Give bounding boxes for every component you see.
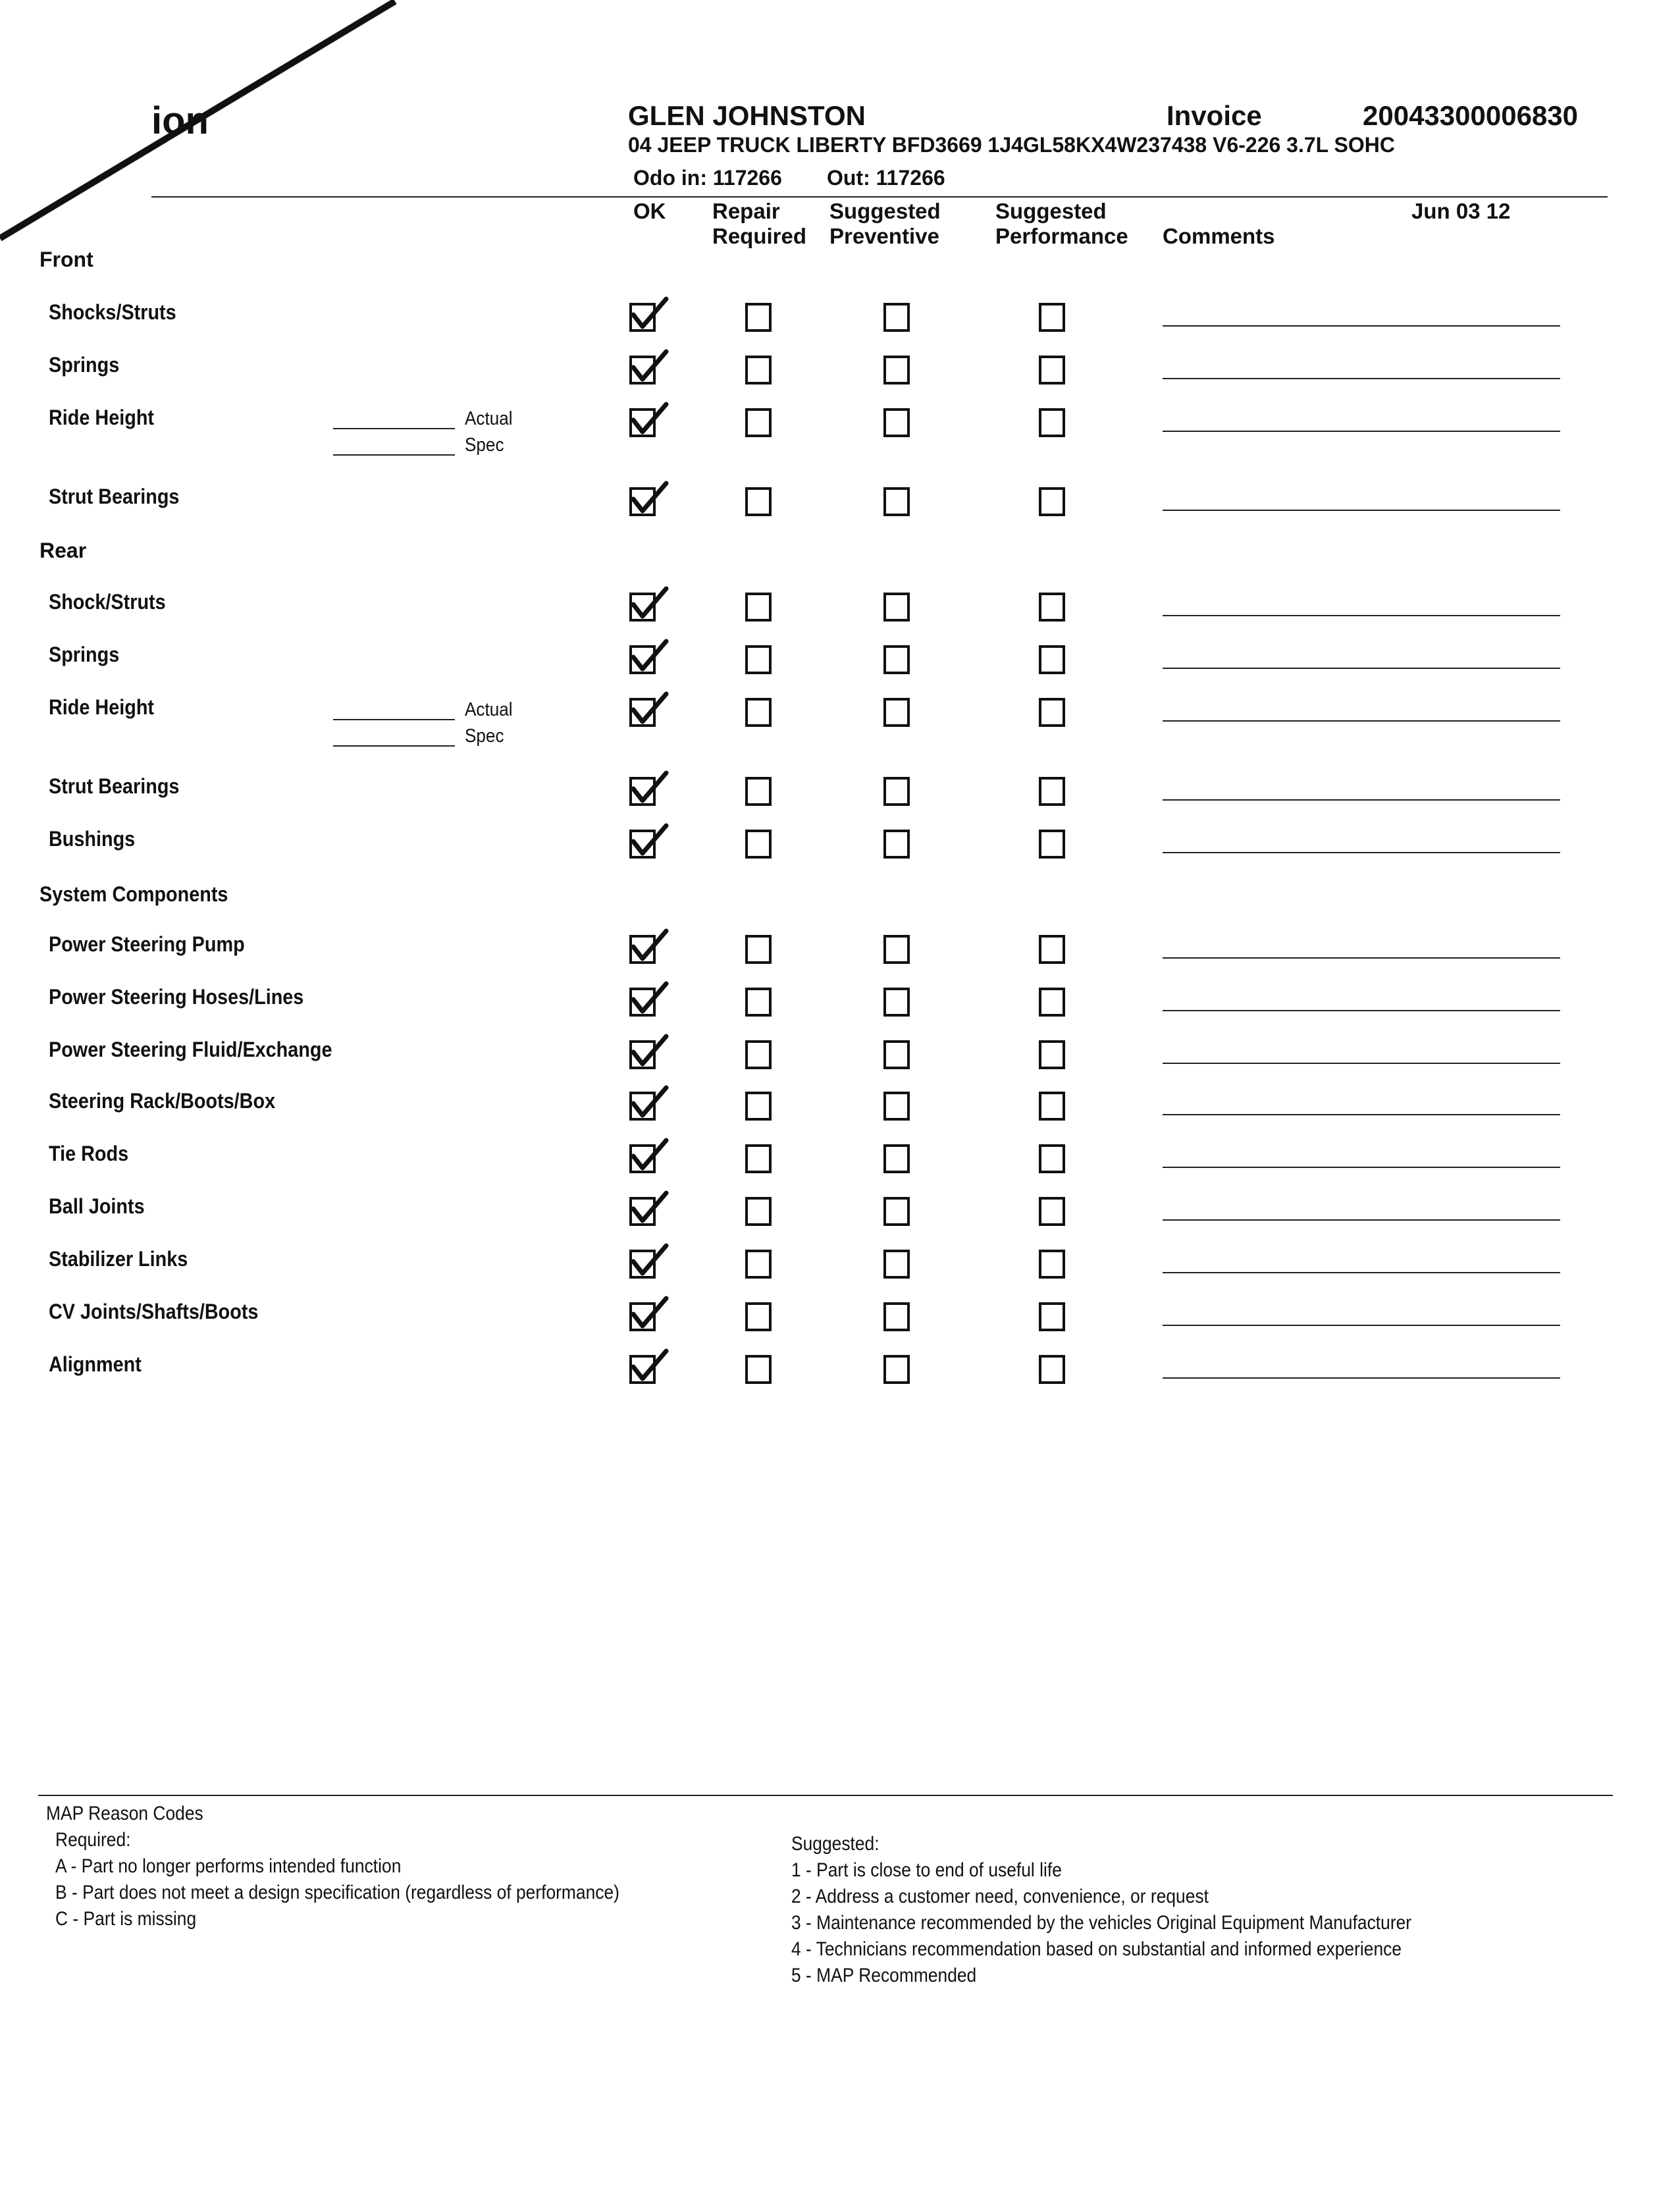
suggested-performance-checkbox[interactable] [1039,1197,1065,1226]
checkmark-icon [628,586,670,625]
repair-required-checkbox[interactable] [745,356,772,384]
comment-line[interactable] [1163,1219,1560,1221]
comment-line[interactable] [1163,1272,1560,1273]
suggested-performance-checkbox[interactable] [1039,408,1065,437]
inspection-date: Jun 03 12 [1411,199,1511,223]
comment-line[interactable] [1163,378,1560,379]
comment-line[interactable] [1163,957,1560,959]
item-label: Shock/Struts [49,590,166,614]
checkmark-icon [628,1138,670,1177]
checkmark-icon [628,691,670,731]
header-divider [151,196,1608,198]
suggested-preventive-checkbox[interactable] [883,487,910,516]
item-label: Tie Rods [49,1142,129,1165]
suggested-performance-checkbox[interactable] [1039,487,1065,516]
repair-required-checkbox[interactable] [745,303,772,332]
comment-line[interactable] [1163,1114,1560,1115]
item-label: Bushings [49,827,136,851]
checkmark-icon [628,1296,670,1335]
suggested-performance-checkbox[interactable] [1039,1355,1065,1384]
front-ride-height-spec-label: Spec [465,435,504,456]
item-label: Power Steering Hoses/Lines [49,985,304,1009]
section-system-components: System Components [39,882,228,906]
repair-required-checkbox[interactable] [745,1250,772,1279]
comment-line[interactable] [1163,668,1560,669]
comment-line[interactable] [1163,615,1560,616]
col-suggested-performance: Suggested Performance [995,199,1128,248]
checkmark-icon [628,296,670,336]
suggested-code-2: 2 - Address a customer need, convenience, or request [791,1886,1209,1907]
repair-required-checkbox[interactable] [745,1197,772,1226]
repair-required-checkbox[interactable] [745,698,772,727]
checkmark-icon [628,981,670,1020]
suggested-preventive-checkbox[interactable] [883,356,910,384]
comment-line[interactable] [1163,325,1560,327]
comment-line[interactable] [1163,1377,1560,1379]
checkmark-icon [628,1085,670,1125]
suggested-preventive-checkbox[interactable] [883,777,910,806]
odometer-out: Out: 117266 [827,166,945,190]
item-label: Strut Bearings [49,485,180,508]
suggested-preventive-checkbox[interactable] [883,593,910,622]
suggested-preventive-checkbox[interactable] [883,698,910,727]
suggested-preventive-checkbox[interactable] [883,830,910,859]
col-comments: Comments [1163,224,1275,248]
item-label: Stabilizer Links [49,1247,188,1271]
checkmark-icon [628,1190,670,1230]
repair-required-checkbox[interactable] [745,487,772,516]
item-label: Strut Bearings [49,774,180,798]
customer-name: GLEN JOHNSTON [628,100,866,131]
odometer-in: Odo in: 117266 [633,166,782,190]
comment-line[interactable] [1163,1063,1560,1064]
suggested-performance-checkbox[interactable] [1039,1144,1065,1173]
repair-required-checkbox[interactable] [745,1302,772,1331]
suggested-performance-checkbox[interactable] [1039,988,1065,1017]
suggested-preventive-checkbox[interactable] [883,1302,910,1331]
comment-line[interactable] [1163,431,1560,432]
item-label: Ride Height [49,406,155,429]
suggested-code-1: 1 - Part is close to end of useful life [791,1859,1062,1881]
suggested-performance-checkbox[interactable] [1039,645,1065,674]
item-label: Shocks/Struts [49,300,176,324]
section-rear: Rear [39,539,87,562]
repair-required-checkbox[interactable] [745,988,772,1017]
col-repair-required: Repair Required [712,199,807,248]
item-label: Springs [49,353,120,377]
suggested-preventive-checkbox[interactable] [883,303,910,332]
rear-ride-height-spec-label: Spec [465,726,504,747]
front-ride-height-spec-line [333,454,455,456]
required-code-c: C - Part is missing [55,1908,197,1930]
suggested-code-3: 3 - Maintenance recommended by the vehicles Original Equipment Manufacturer [791,1912,1412,1934]
item-label: Springs [49,643,120,666]
suggested-preventive-checkbox[interactable] [883,645,910,674]
required-code-b: B - Part does not meet a design specification (regardless of performance) [55,1882,619,1903]
checkmark-icon [628,349,670,388]
suggested-performance-checkbox[interactable] [1039,698,1065,727]
checkmark-icon [628,1243,670,1283]
suggested-performance-checkbox[interactable] [1039,935,1065,964]
page-title-fragment: ion [151,99,209,142]
section-front: Front [39,248,93,271]
item-label: Power Steering Pump [49,932,245,956]
suggested-performance-checkbox[interactable] [1039,1092,1065,1121]
repair-required-checkbox[interactable] [745,1092,772,1121]
item-label: Steering Rack/Boots/Box [49,1089,276,1113]
rear-ride-height-spec-line [333,745,455,747]
suggested-performance-checkbox[interactable] [1039,356,1065,384]
suggested-code-5: 5 - MAP Recommended [791,1965,977,1986]
checkmark-icon [628,1348,670,1388]
checkmark-icon [628,639,670,678]
footer-divider [38,1795,1613,1796]
repair-required-checkbox[interactable] [745,1040,772,1069]
suggested-performance-checkbox[interactable] [1039,830,1065,859]
vehicle-info: 04 JEEP TRUCK LIBERTY BFD3669 1J4GL58KX4W237438 V6-226 3.7L SOHC [628,133,1395,157]
item-label: Ride Height [49,695,155,719]
suggested-preventive-checkbox[interactable] [883,408,910,437]
suggested-performance-checkbox[interactable] [1039,1040,1065,1069]
required-heading: Required: [55,1829,131,1851]
suggested-performance-checkbox[interactable] [1039,303,1065,332]
comment-line[interactable] [1163,1325,1560,1326]
invoice-label: Invoice [1167,100,1262,131]
item-label: Power Steering Fluid/Exchange [49,1038,332,1061]
comment-line[interactable] [1163,1167,1560,1168]
checkmark-icon [628,481,670,520]
rear-ride-height-actual-label: Actual [465,699,513,720]
col-ok: OK [633,199,666,223]
col-suggested-preventive: Suggested Preventive [829,199,941,248]
suggested-heading: Suggested: [791,1833,879,1855]
repair-required-checkbox[interactable] [745,935,772,964]
suggested-performance-checkbox[interactable] [1039,1302,1065,1331]
suggested-preventive-checkbox[interactable] [883,988,910,1017]
suggested-performance-checkbox[interactable] [1039,777,1065,806]
suggested-preventive-checkbox[interactable] [883,1144,910,1173]
repair-required-checkbox[interactable] [745,777,772,806]
repair-required-checkbox[interactable] [745,1355,772,1384]
suggested-preventive-checkbox[interactable] [883,1092,910,1121]
suggested-performance-checkbox[interactable] [1039,1250,1065,1279]
checkmark-icon [628,402,670,441]
repair-required-checkbox[interactable] [745,645,772,674]
repair-required-checkbox[interactable] [745,593,772,622]
repair-required-checkbox[interactable] [745,1144,772,1173]
item-label: CV Joints/Shafts/Boots [49,1300,259,1323]
comment-line[interactable] [1163,799,1560,801]
comment-line[interactable] [1163,720,1560,722]
suggested-preventive-checkbox[interactable] [883,935,910,964]
checkmark-icon [628,770,670,810]
front-ride-height-actual-label: Actual [465,408,513,429]
repair-required-checkbox[interactable] [745,408,772,437]
checkmark-icon [628,928,670,968]
comment-line[interactable] [1163,852,1560,853]
invoice-number: 20043300006830 [1363,100,1579,131]
suggested-code-4: 4 - Technicians recommendation based on substantial and informed experience [791,1938,1402,1960]
suggested-preventive-checkbox[interactable] [883,1197,910,1226]
comment-line[interactable] [1163,510,1560,511]
item-label: Alignment [49,1352,142,1376]
comment-line[interactable] [1163,1010,1560,1011]
checkmark-icon [628,823,670,862]
suggested-preventive-checkbox[interactable] [883,1355,910,1384]
suggested-preventive-checkbox[interactable] [883,1250,910,1279]
rear-ride-height-actual-line [333,719,455,720]
suggested-performance-checkbox[interactable] [1039,593,1065,622]
suggested-preventive-checkbox[interactable] [883,1040,910,1069]
checkmark-icon [628,1034,670,1073]
item-label: Ball Joints [49,1194,145,1218]
required-code-a: A - Part no longer performs intended function [55,1855,402,1877]
map-reason-codes-heading: MAP Reason Codes [46,1803,203,1824]
repair-required-checkbox[interactable] [745,830,772,859]
front-ride-height-actual-line [333,428,455,429]
